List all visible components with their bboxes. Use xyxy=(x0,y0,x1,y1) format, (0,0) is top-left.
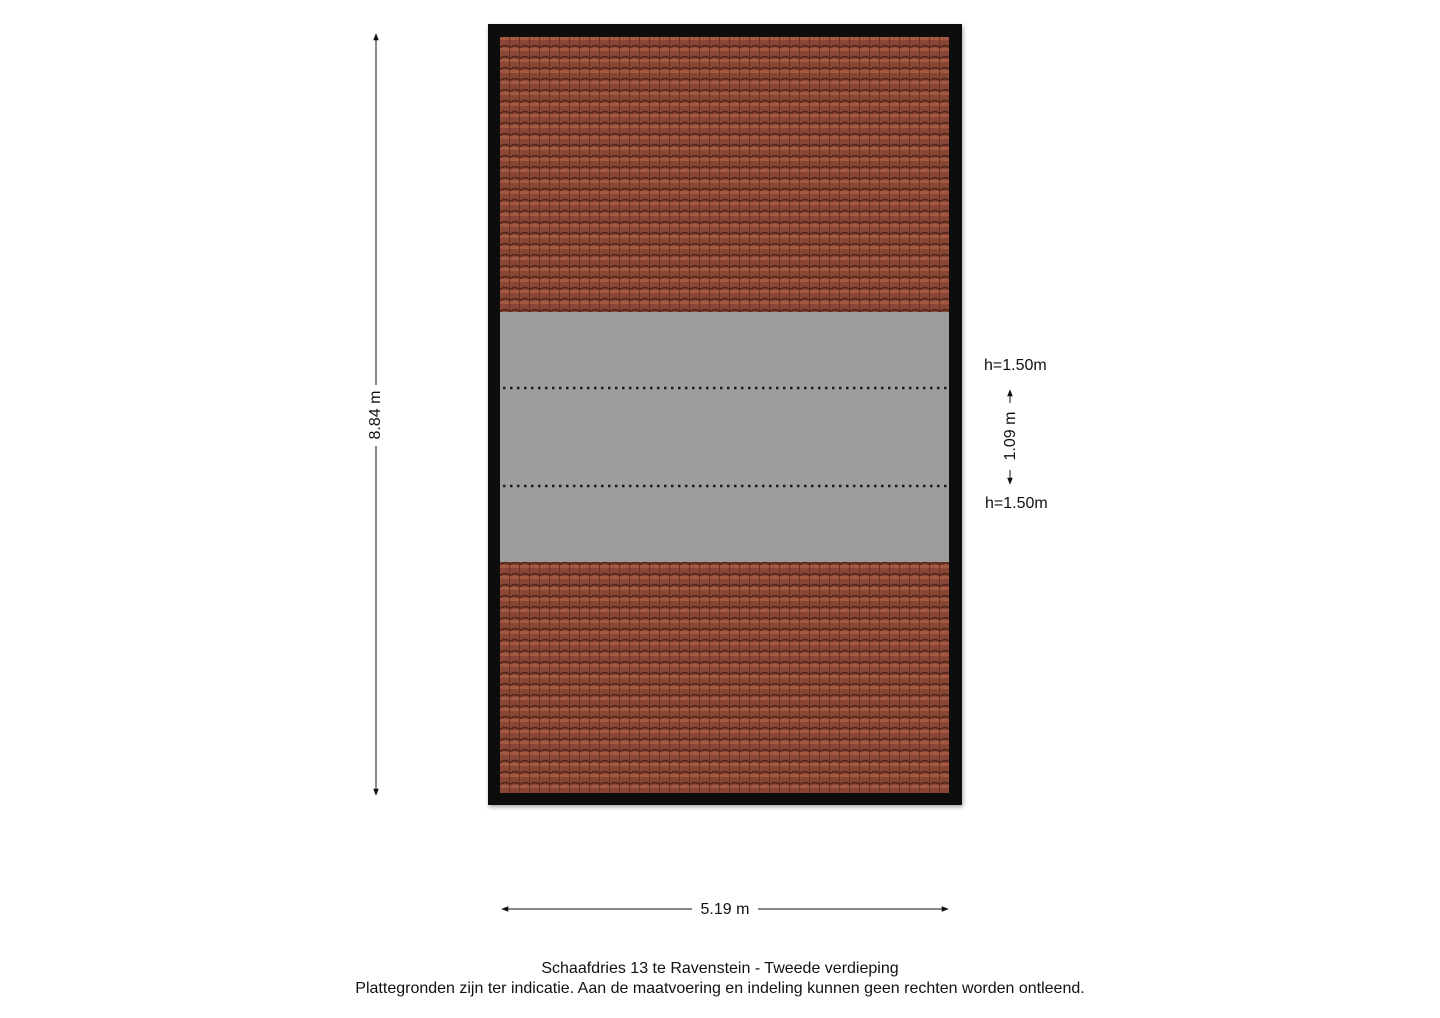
caption-title: Schaafdries 13 te Ravenstein - Tweede verdieping xyxy=(541,960,899,977)
height-marker-upper: h=1.50m xyxy=(984,357,1047,374)
roof-tiles-top xyxy=(500,37,949,312)
caption-disclaimer: Plattegronden zijn ter indicatie. Aan de maatvoering en indeling kunnen geen rechten worden ontleend. xyxy=(355,980,1085,997)
width-dimension-label: 5.19 m xyxy=(700,901,750,919)
height-marker-lower: h=1.50m xyxy=(985,495,1048,512)
roof-tiles-bottom xyxy=(500,562,949,793)
gap-dimension-label: 1.09 m xyxy=(1002,411,1020,461)
height-dimension-label: 8.84 m xyxy=(367,390,385,440)
floor-area xyxy=(500,312,949,562)
